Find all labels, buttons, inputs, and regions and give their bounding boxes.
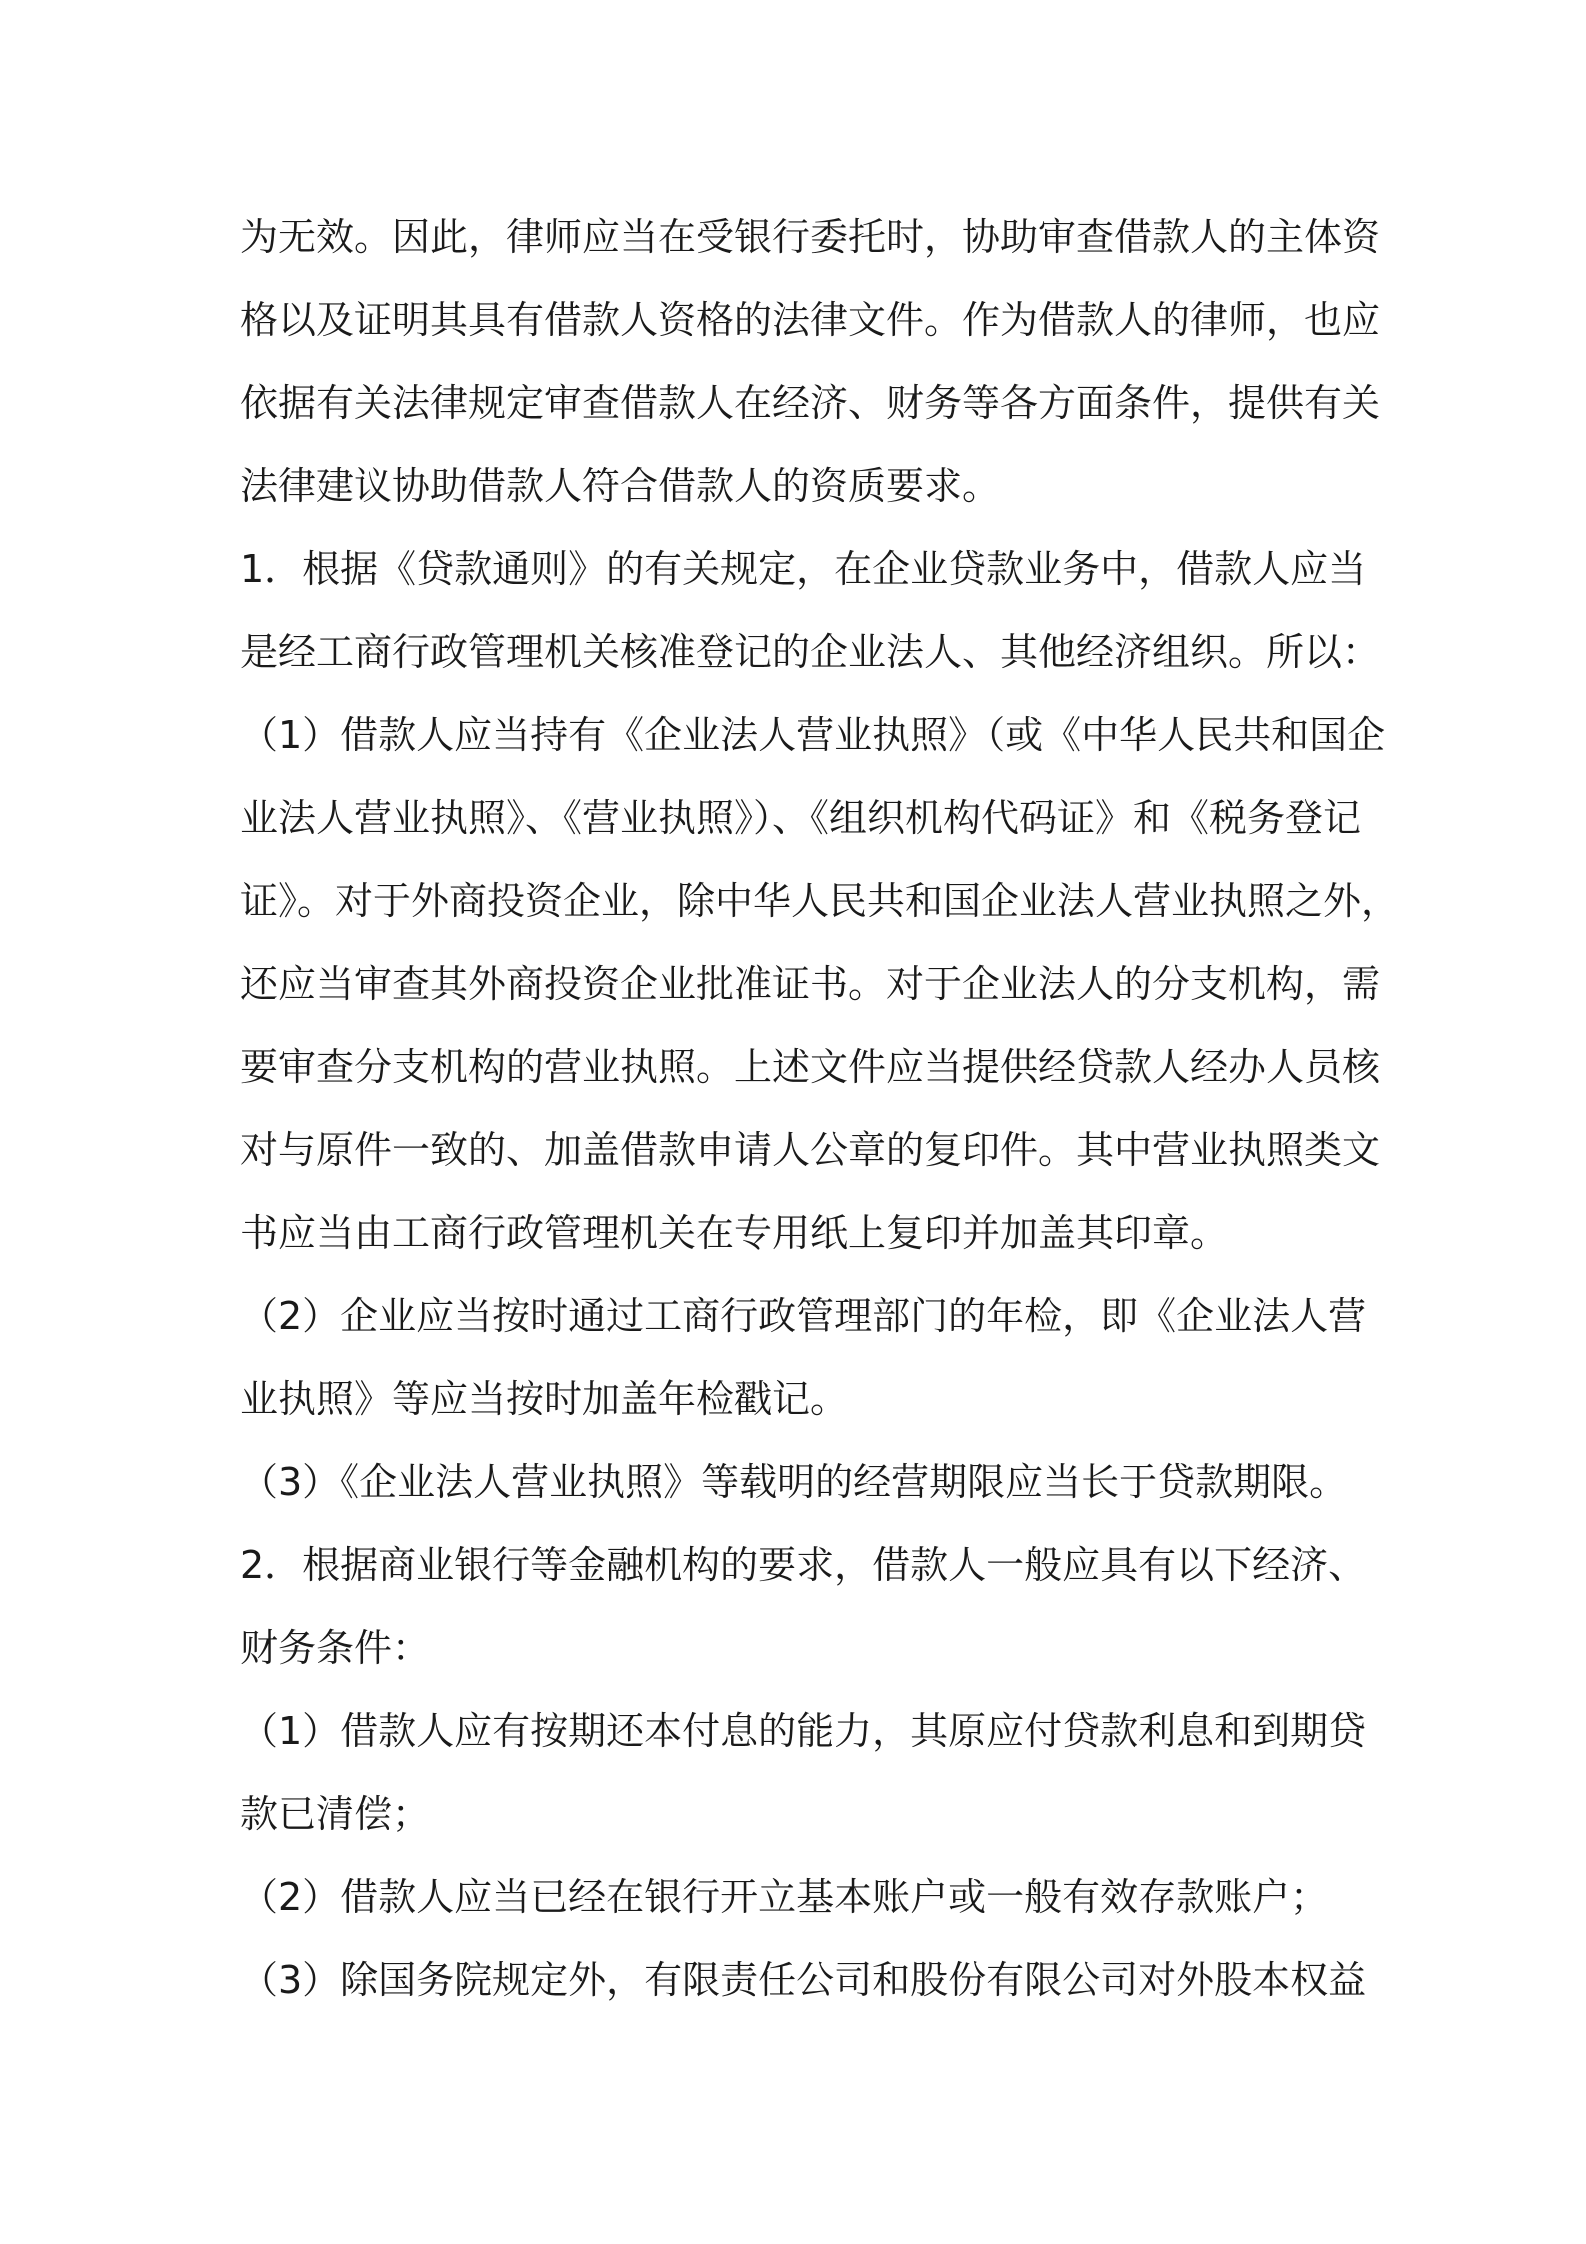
text-line: 依据有关法律规定审查借款人在经济、财务等各方面条件，提供有关 [240,381,1381,425]
text-line: 业执照》等应当按时加盖年检戳记。 [240,1377,849,1421]
text-line: 1．根据《贷款通则》的有关规定，在企业贷款业务中，借款人应当 [240,547,1367,591]
text-line: 财务条件： [240,1626,431,1670]
text-line: （3）《企业法人营业执照》等载明的经营期限应当长于贷款期限。 [240,1460,1348,1504]
text-line: （2）企业应当按时通过工商行政管理部门的年检，即《企业法人营 [240,1294,1367,1338]
text-line: 款已清偿； [240,1792,431,1836]
text-line: （2）借款人应当已经在银行开立基本账户或一般有效存款账户； [240,1875,1329,1919]
text-line: 业法人营业执照》、《营业执照》）、《组织机构代码证》和《税务登记 [240,796,1362,840]
text-line: 要审查分支机构的营业执照。上述文件应当提供经贷款人经办人员核 [240,1045,1381,1089]
text-line: 法律建议协助借款人符合借款人的资质要求。 [240,464,1001,508]
text-line: 是经工商行政管理机关核准登记的企业法人、其他经济组织。所以： [240,630,1381,674]
text-line: 证》。对于外商投资企业，除中华人民共和国企业法人营业执照之外， [240,879,1400,923]
document-body [240,196,1400,2022]
text-line: （1）借款人应有按期还本付息的能力，其原应付贷款利息和到期贷 [240,1709,1367,1753]
text-line: （1）借款人应当持有《企业法人营业执照》（或《中华人民共和国企 [240,713,1386,757]
text-line: 还应当审查其外商投资企业批准证书。对于企业法人的分支机构，需 [240,962,1381,1006]
text-line: （3）除国务院规定外，有限责任公司和股份有限公司对外股本权益 [240,1958,1367,2002]
text-line: 对与原件一致的、加盖借款申请人公章的复印件。其中营业执照类文 [240,1128,1381,1172]
text-line: 2．根据商业银行等金融机构的要求，借款人一般应具有以下经济、 [240,1543,1367,1587]
text-line: 格以及证明其具有借款人资格的法律文件。作为借款人的律师，也应 [240,298,1381,342]
text-line: 为无效。因此，律师应当在受银行委托时，协助审查借款人的主体资 [240,215,1381,259]
text-line: 书应当由工商行政管理机关在专用纸上复印并加盖其印章。 [240,1211,1229,1255]
